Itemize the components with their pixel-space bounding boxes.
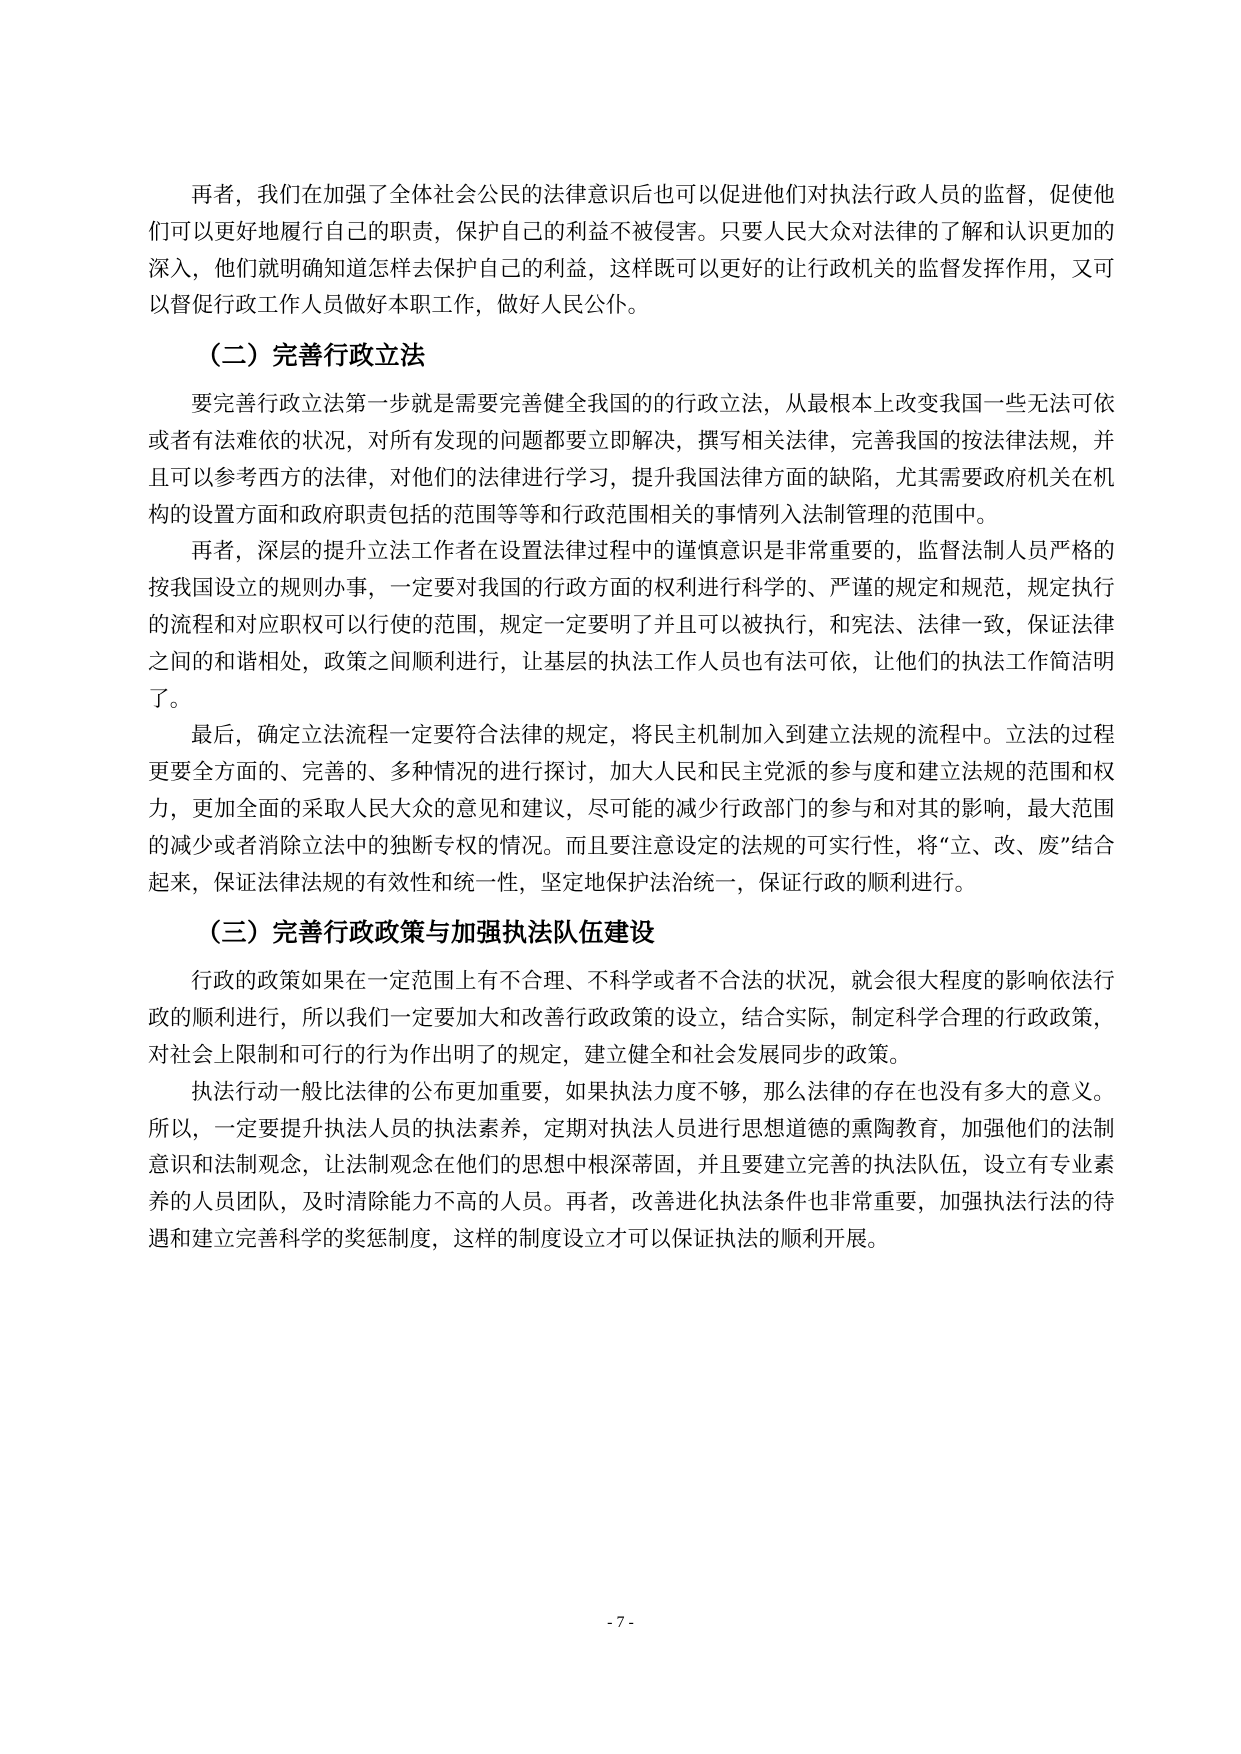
document-body: [148, 178, 1115, 1259]
paragraph-4: 最后，确定立法流程一定要符合法律的规定，将民主机制加入到建立法规的流程中。立法的过程更要全方面的、完善的、多种情况的进行探讨，加大人民和民主党派的参与度和建立法规的范围和权力，更加全面的采取人民大众的意见和建议，尽可能的减少行政部门的参与和对其的影响，最大范围的减少或者消除立法中的独断专权的情况。而且要注意设定的法规的可实行性，将“立、改、废”结合起来，保证法律法规的有效性和统一性，坚定地保护法治统一，保证行政的顺利进行。: [148, 723, 1115, 896]
paragraph-1: 再者，我们在加强了全体社会公民的法律意识后也可以促进他们对执法行政人员的监督，促使他们可以更好地履行自己的职责，保护自己的利益不被侵害。只要人民大众对法律的了解和认识更加的深入，他们就明确知道怎样去保护自己的利益，这样既可以更好的让行政机关的监督发挥作用，又可以督促行政工作人员做好本职工作，做好人民公仆。: [148, 183, 1115, 319]
section-heading-2: （二）完善行政立法: [196, 341, 426, 371]
paragraph-2: 要完善行政立法第一步就是需要完善健全我国的的行政立法，从最根本上改变我国一些无法可依或者有法难依的状况，对所有发现的问题都要立即解决，撰写相关法律，完善我国的按法律法规，并且可以参考西方的法律，对他们的法律进行学习，提升我国法律方面的缺陷，尤其需要政府机关在机构的设置方面和政府职责包括的范围等等和行政范围相关的事情列入法制管理的范围中。: [148, 392, 1115, 528]
paragraph-3: 再者，深层的提升立法工作者在设置法律过程中的谨慎意识是非常重要的，监督法制人员严格的按我国设立的规则办事，一定要对我国的行政方面的权利进行科学的、严谨的规定和规范，规定执行的流程和对应职权可以行使的范围，规定一定要明了并且可以被执行，和宪法、法律一致，保证法律之间的和谐相处，政策之间顺利进行，让基层的执法工作人员也有法可依，让他们的执法工作简洁明了。: [148, 539, 1115, 712]
page-number: - 7 -: [607, 1614, 634, 1631]
section-heading-3: （三）完善行政政策与加强执法队伍建设: [196, 918, 656, 948]
paragraph-6: 执法行动一般比法律的公布更加重要，如果执法力度不够，那么法律的存在也没有多大的意义。所以，一定要提升执法人员的执法素养，定期对执法人员进行思想道德的熏陶教育，加强他们的法制意识和法制观念，让法制观念在他们的思想中根深蒂固，并且要建立完善的执法队伍，设立有专业素养的人员团队，及时清除能力不高的人员。再者，改善进化执法条件也非常重要，加强执法行法的待遇和建立完善科学的奖惩制度，这样的制度设立才可以保证执法的顺利开展。: [148, 1079, 1115, 1252]
paragraph-5: 行政的政策如果在一定范围上有不合理、不科学或者不合法的状况，就会很大程度的影响依法行政的顺利进行，所以我们一定要加大和改善行政政策的设立，结合实际，制定科学合理的行政政策，对社会上限制和可行的行为作出明了的规定，建立健全和社会发展同步的政策。: [148, 969, 1115, 1068]
